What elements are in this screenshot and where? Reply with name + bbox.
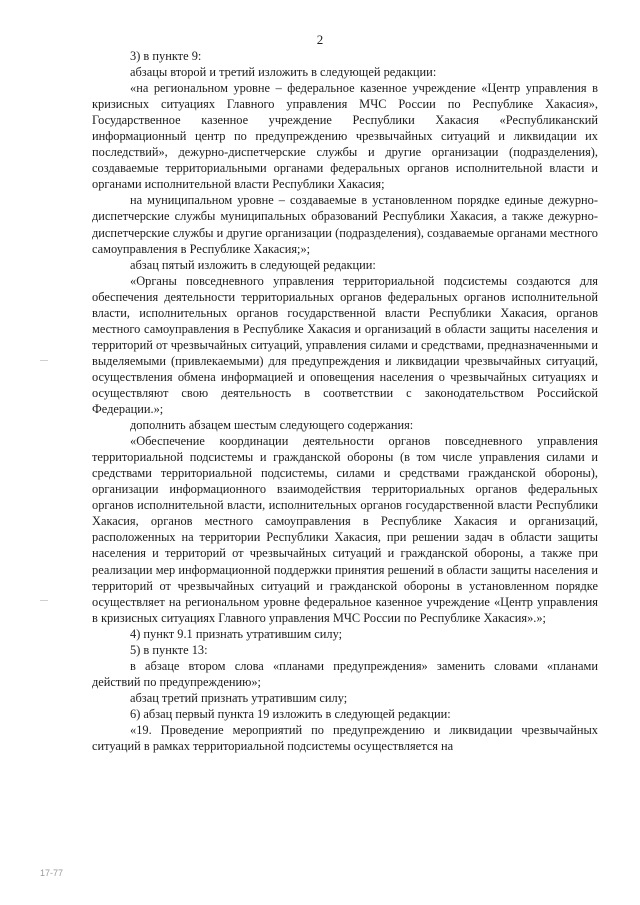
paragraph: 4) пункт 9.1 признать утратившим силу; <box>130 626 343 641</box>
paragraph: 5) в пункте 13: <box>130 642 208 657</box>
paragraph: «Обеспечение координации деятельности органов повседневного управления территориальной подсистемы и гражданской обороны (в том числе управления силами и средствами территориальной подсистемы, силами и средствами гражданской обороны), организации информационного взаимодействия территориальных органов федеральных органов исполнительной власти, исполнительных органов государственной власти Республики Хакасия, органов местного самоуправления в Республике Хакасия и организаций, расположенных на территории Республики Хакасия, при решении задач в области защиты населения и территорий от чрезвычайных ситуаций и гражданской обороны, а также при реализации мер информационной поддержки принятия решений в области защиты населения и территорий от чрезвычайных ситуаций и гражданской обороны в установленном порядке осуществляет на региональном уровне федеральное казенное учреждение «Центр управления в кризисных ситуациях Главного управления МЧС России по Республике Хакасия».»; <box>92 434 598 625</box>
paragraph: абзац пятый изложить в следующей редакции: <box>130 257 376 272</box>
paragraph: абзац третий признать утратившим силу; <box>130 690 348 705</box>
paragraph: «на региональном уровне – федеральное казенное учреждение «Центр управления в кризисных ситуациях Главного управления МЧС России по Республике Хакасия», Государственное казенное учреждение Республики Хакасия «Республиканский информационный центр по предупреждению чрезвычайных ситуаций и ликвидации их последствий», дежурно-диспетчерские службы и другие организации (подразделения), создаваемые территориальными органами федеральных органов исполнительной власти и органами исполнительной власти Республики Хакасия; <box>92 81 598 192</box>
paragraph: дополнить абзацем шестым следующего содержания: <box>130 418 414 433</box>
paragraph: в абзаце втором слова «планами предупреждения» заменить словами «планами действий по предупреждению»; <box>92 658 598 689</box>
paragraph: 6) абзац первый пункта 19 изложить в следующей редакции: <box>130 706 451 721</box>
footer-mark: 17-77 <box>40 868 64 878</box>
margin-mark <box>40 600 48 601</box>
paragraph: абзацы второй и третий изложить в следующей редакции: <box>130 65 437 80</box>
paragraph: «Органы повседневного управления территориальной подсистемы создаются для обеспечения деятельности территориальных органов федеральных органов исполнительной власти, исполнительных органов государственной власти Республики Хакасия, органов местного самоуправления в Республике Хакасия и организаций в области защиты населения и территорий от чрезвычайных ситуаций, управления силами и средствами, предназначенными и выделяемыми (привлекаемыми) для предупреждения и ликвидации чрезвычайных ситуаций, осуществления обмена информацией и оповещения населения о чрезвычайных ситуациях и осуществляют свою деятельность в соответствии с законодательством Российской Федерации.»; <box>92 273 598 417</box>
paragraph: «19. Проведение мероприятий по предупреждению и ликвидации чрезвычайных ситуаций в рамках территориальной подсистемы осуществляется на <box>92 722 598 754</box>
paragraph: на муниципальном уровне – создаваемые в установленном порядке единые дежурно-диспетчерские службы муниципальных образований Республики Хакасия, а также дежурно-диспетчерские службы и другие организации (подразделения), создаваемые органами местного самоуправления в Республике Хакасия;»; <box>92 193 598 256</box>
document-body <box>92 48 598 754</box>
page-number: 2 <box>316 32 324 47</box>
paragraph: 3) в пункте 9: <box>130 49 202 63</box>
margin-mark <box>40 360 48 361</box>
